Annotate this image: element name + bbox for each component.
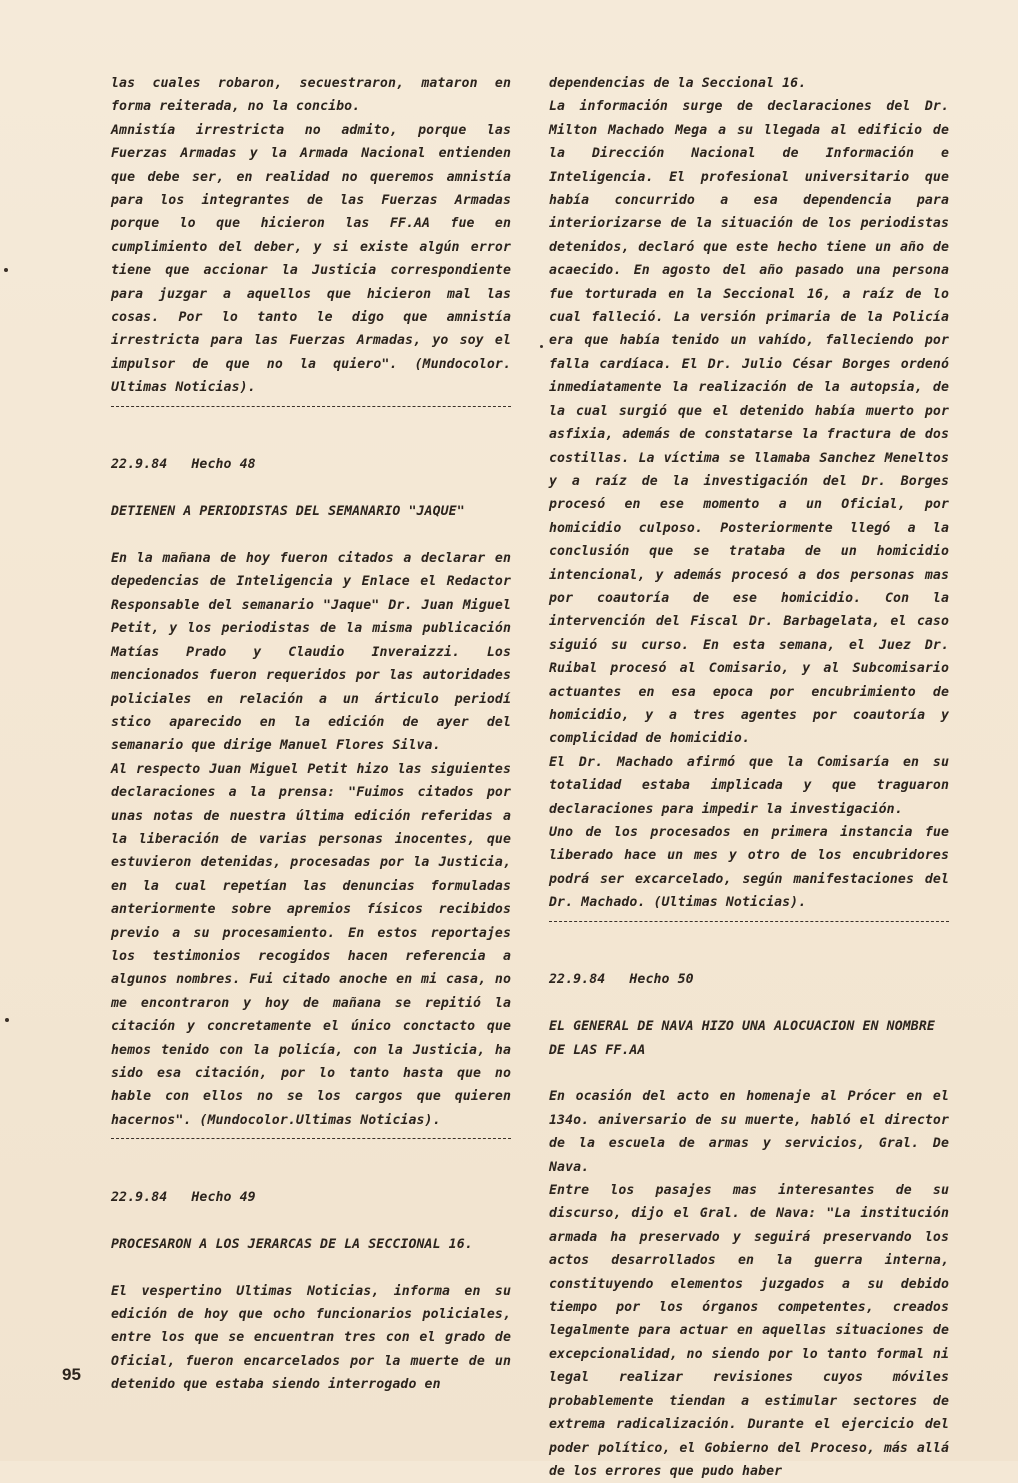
right-column bbox=[549, 72, 949, 1483]
paragraph: Entre los pasajes mas interesantes de su discurso, dijo el Gral. de Nava: "La institución armada ha preservado y seguirá preservando los actos desarrollados en la guerra interna, constituyendo elementos juzgados a su debido tiempo por los órganos competentes, creados legalmente para actuar en aquellas situaciones de excepcionalidad, no siendo por lo tanto formal ni legal realizar revisiones cuyos móviles probablemente tiendan a estimular sectores de extrema radicalización. Durante el ejercicio del poder político, el Gobierno del Proceso, más allá de los errores que pudo haber bbox=[549, 1183, 949, 1479]
paragraph: El Dr. Machado afirmó que la Comisaría en su totalidad estaba implicada y que traguaron declaraciones para impedir la investigación. bbox=[549, 754, 949, 817]
paragraph: dependencias de la Seccional 16. bbox=[549, 76, 807, 91]
paragraph: En ocasión del acto en homenaje al Prócer en el 134o. aniversario de su muerte, habló el director de la escuela de armas y servicios, Gral. De Nava. bbox=[549, 1089, 949, 1175]
scan-speck bbox=[5, 1018, 9, 1022]
paragraph: las cuales robaron, secuestraron, mataron en forma reiterada, no la concibo. bbox=[111, 76, 511, 115]
entry-date-48: 22.9.84 Hecho 48 bbox=[111, 457, 256, 473]
entry-date-49: 22.9.84 Hecho 49 bbox=[111, 1190, 256, 1206]
left-column bbox=[111, 72, 511, 1397]
entry-date-50: 22.9.84 Hecho 50 bbox=[549, 972, 694, 988]
scan-speck bbox=[4, 268, 8, 272]
paragraph: Al respecto Juan Miguel Petit hizo las siguientes declaraciones a la prensa: "Fuimos citados por unas notas de nuestra última edición referidas a la liberación de varias personas inocentes, que estuvieron detenidas, procesadas por la Justicia, en la cual repetían las denuncias formuladas anteriormente sobre apremios físicos recibidos previo a su procesamiento. En estos reportajes los testimonios recogidos hacen referencia a algunos nombres. Fui citado anoche en mi casa, no me encontraron y hoy de mañana se repitió la citación y concretamente el único conctacto que hemos tenido con la policía, con la Justicia, ha sido esa citación, por lo tanto hasta que no hable con ellos no se los cargos que quieren hacernos". (Mundocolor.Ultimas Noticias). bbox=[111, 761, 511, 1128]
paragraph: En la mañana de hoy fueron citados a declarar en depedencias de Inteligencia y Enlace el Redactor Responsable del semanario "Jaque" Dr. Juan Miguel Petit, y los periodistas de la misma publicación Matías Prado y Claudio Inveraizzi. Los mencionados fueron requeridos por las autoridades policiales en relación a un árticulo periodí stico aparecido en la edición de ayer del semanario que dirige Manuel Flores Silva. bbox=[111, 551, 511, 754]
paragraph: El vespertino Ultimas Noticias, informa en su edición de hoy que ocho funcionarios policiales, entre los que se encuentran tres con el grado de Oficial, fueron encarcelados por la muerte de un detenido que estaba siendo interrogado en bbox=[111, 1283, 511, 1393]
scan-speck bbox=[540, 345, 543, 348]
entry-headline-49: PROCESARON A LOS JERARCAS DE LA SECCIONAL 16. bbox=[111, 1236, 473, 1252]
entry-headline-50: EL GENERAL DE NAVA HIZO UNA ALOCUACION EN NOMBRE DE LAS FF.AA bbox=[549, 1019, 935, 1058]
paragraph: La información surge de declaraciones del Dr. Milton Machado Mega a su llegada al edificio de la Dirección Nacional de Información e Inteligencia. El profesional universitario que había concurrido a esa dependencia para interiorizarse de la situación de los periodistas detenidos, declaró que este hecho tiene un año de acaecido. En agosto del año pasado una persona fue torturada en la Seccional 16, a raíz de lo cual falleció. La versión primaria de la Policía era que había tenido un vahído, falleciendo por falla cardíaca. El Dr. Julio César Borges ordenó inmediatamente la realización de la autopsia, de la cual surgió que el detenido había muerto por asfixia, además de constatarse la fractura de dos costillas. La víctima se llamaba Sanchez Meneltos y a raíz de la investigación del Dr. Borges procesó en ese momento a un Oficial, por homicidio culposo. Posteriormente llegó a la conclusión que se trataba de un homicidio intencional, y además procesó a dos personas mas por coautoría de ese homicidio. Con la intervención del Fiscal Dr. Barbagelata, el caso siguió su curso. En esta semana, el Juez Dr. Ruibal procesó al Comisario, y al Subcomisario actuantes en esa epoca por encubrimiento de homicidio, y a tres agentes por coautoría y complicidad de homicidio. bbox=[549, 99, 949, 747]
page-number: 95 bbox=[62, 1365, 81, 1384]
paragraph: Amnistía irrestricta no admito, porque las Fuerzas Armadas y la Armada Nacional entienden que debe ser, en realidad no queremos amnistía para los integrantes de las Fuerzas Armadas porque lo que hicieron las FF.AA fue en cumplimiento del deber, y si existe algún error tiene que accionar la Justicia correspondiente para juzgar a aquellos que hicieron mal las cosas. Por lo tanto le digo que amnistía irrestricta para las Fuerzas Armadas, yo soy el impulsor de que no la quiero". (Mundocolor. Ultimas Noticias). bbox=[111, 122, 511, 396]
entry-headline-48: DETIENEN A PERIODISTAS DEL SEMANARIO "JAQUE" bbox=[111, 504, 465, 520]
paragraph: Uno de los procesados en primera instancia fue liberado hace un mes y otro de los encubridores podrá ser excarcelado, según manifestaciones del Dr. Machado. (Ultimas Noticias). bbox=[549, 825, 949, 911]
